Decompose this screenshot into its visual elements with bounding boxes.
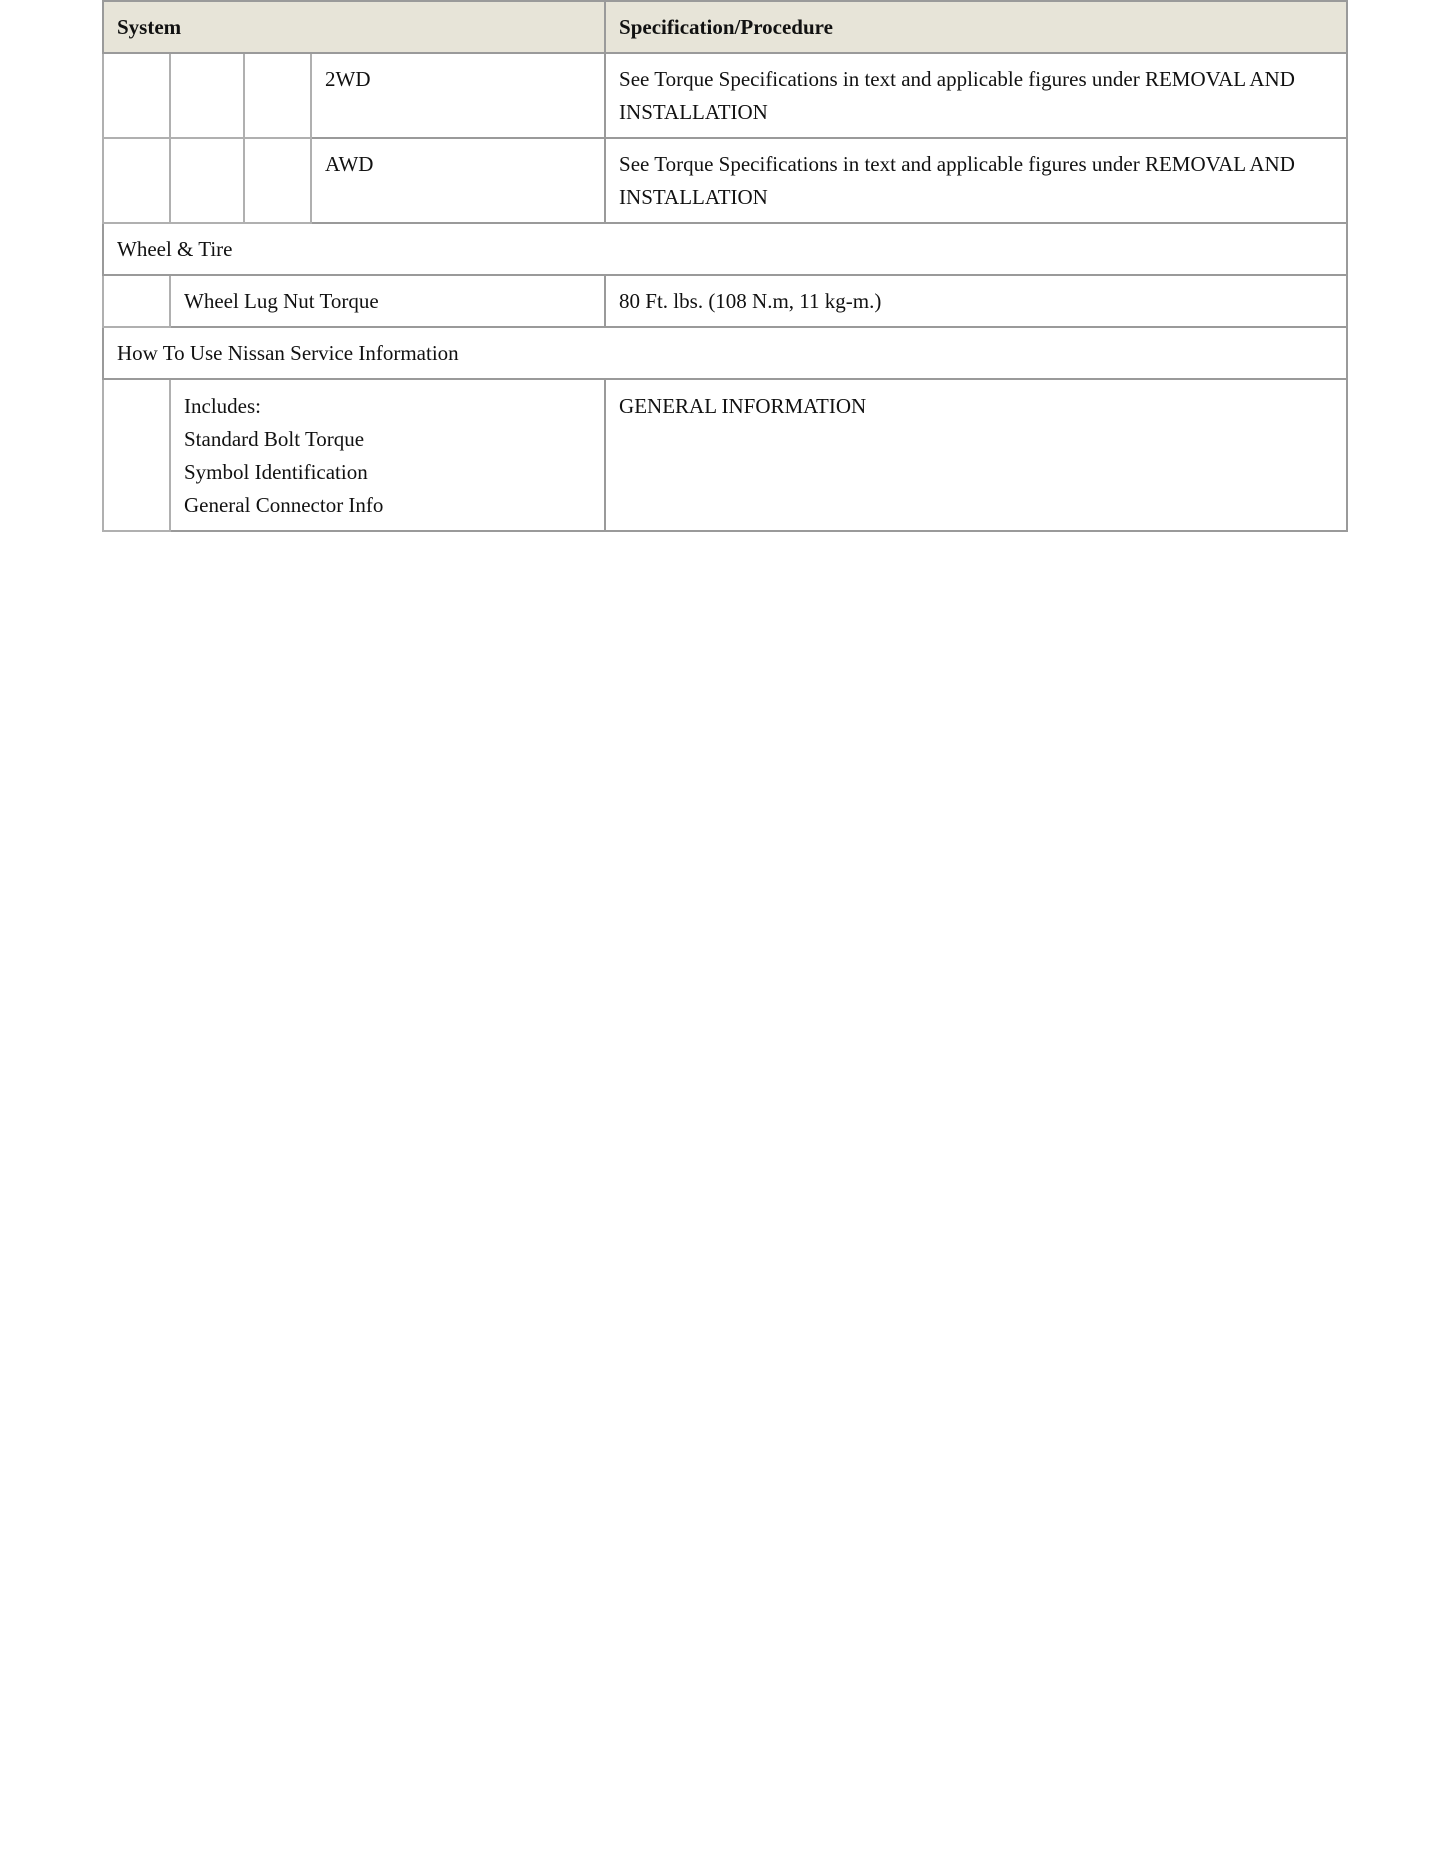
indent-cell	[170, 138, 244, 223]
indent-cell	[244, 138, 311, 223]
includes-line: Includes:	[184, 394, 261, 418]
table-row	[103, 379, 1347, 531]
row-spec-general-info: GENERAL INFORMATION	[605, 379, 1347, 531]
row-spec-awd: See Torque Specifications in text and applicable figures under REMOVAL AND INSTALLATION	[605, 138, 1347, 223]
indent-cell	[244, 53, 311, 138]
header-spec: Specification/Procedure	[605, 1, 1347, 53]
indent-cell	[170, 53, 244, 138]
row-system-2wd: 2WD	[311, 53, 605, 138]
table-row	[103, 275, 1347, 327]
table-row	[103, 138, 1347, 223]
section-row-how-to-use	[103, 327, 1347, 379]
table-row	[103, 53, 1347, 138]
includes-line: General Connector Info	[184, 493, 384, 517]
spec-table	[102, 0, 1348, 532]
row-spec-2wd: See Torque Specifications in text and applicable figures under REMOVAL AND INSTALLATION	[605, 53, 1347, 138]
section-title-how-to-use: How To Use Nissan Service Information	[103, 327, 1347, 379]
indent-cell	[103, 275, 170, 327]
indent-cell	[103, 138, 170, 223]
section-title-wheel-tire: Wheel & Tire	[103, 223, 1347, 275]
includes-line: Symbol Identification	[184, 460, 368, 484]
row-system-awd: AWD	[311, 138, 605, 223]
indent-cell	[103, 53, 170, 138]
table-header-row	[103, 1, 1347, 53]
row-spec-lug-nut: 80 Ft. lbs. (108 N.m, 11 kg-m.)	[605, 275, 1347, 327]
header-system: System	[103, 1, 605, 53]
section-row-wheel-tire	[103, 223, 1347, 275]
includes-line: Standard Bolt Torque	[184, 427, 365, 451]
row-system-lug-nut: Wheel Lug Nut Torque	[170, 275, 605, 327]
row-system-includes	[170, 379, 605, 531]
indent-cell	[103, 379, 170, 531]
